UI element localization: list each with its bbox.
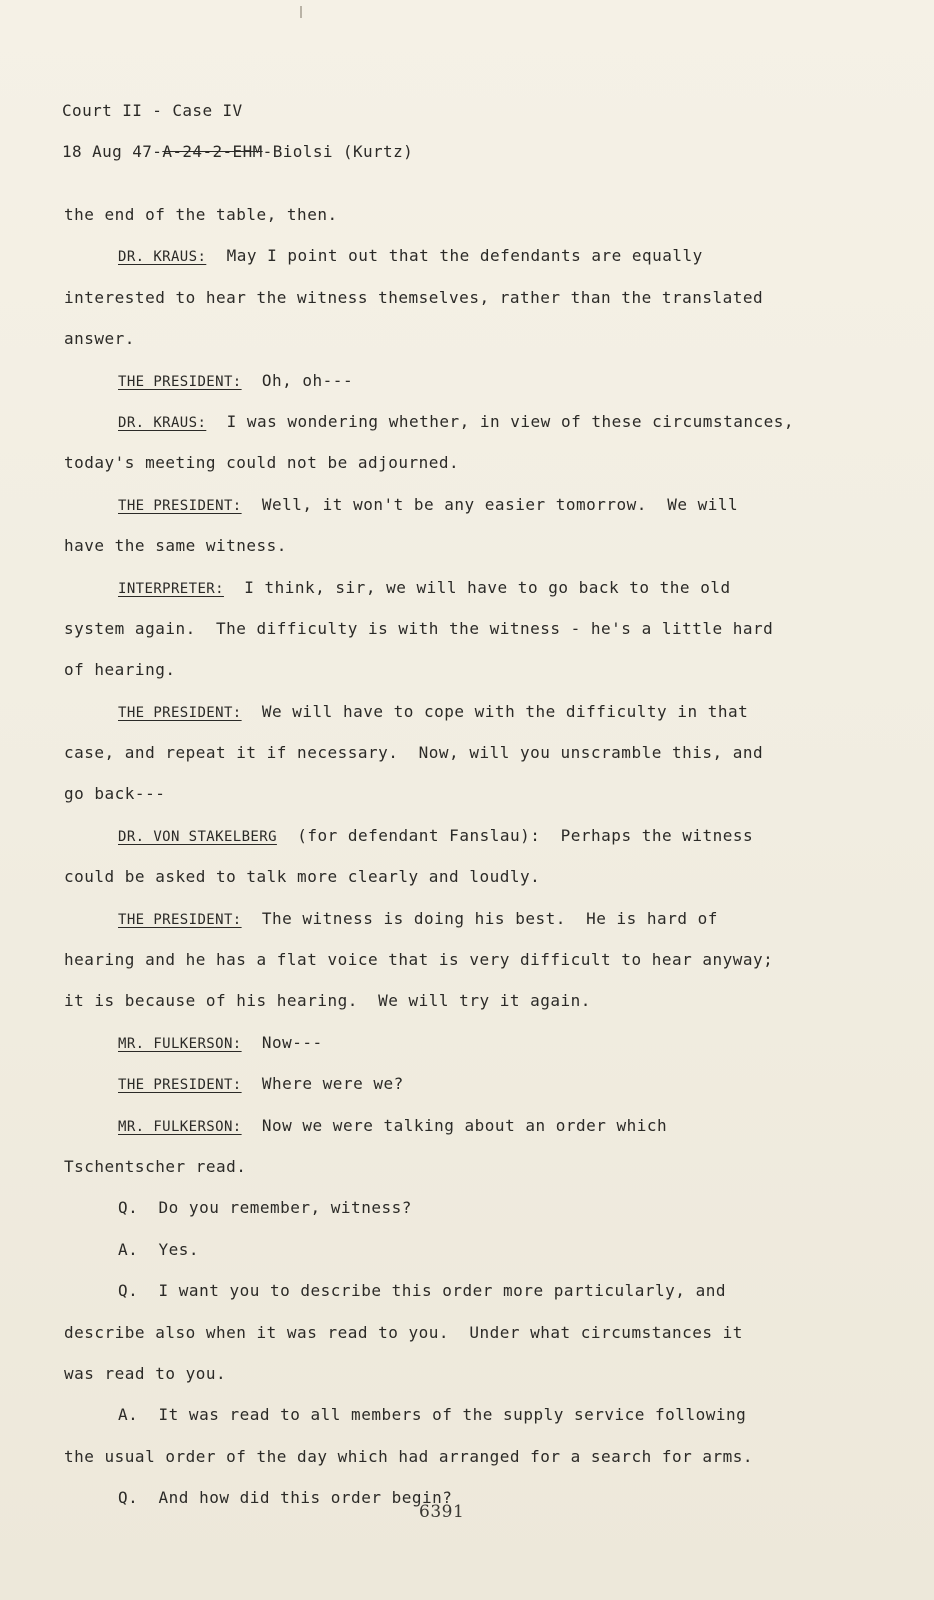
line-text: the usual order of the day which had arranged for a search for arms. [64, 1446, 754, 1466]
line-text: Tschentscher read. [64, 1156, 247, 1176]
page-number: 6391 [419, 1502, 465, 1522]
line-text: go back--- [64, 784, 166, 804]
header-struck-code: A-24-2-EHM [162, 142, 263, 162]
line-text: it is because of his hearing. We will try it again. [64, 991, 591, 1011]
transcript-line [64, 318, 824, 359]
transcript-body [64, 194, 824, 1519]
transcript-line [64, 1187, 824, 1228]
line-text: the end of the table, then. [64, 205, 338, 224]
header-court-case: Court II - Case IV [62, 101, 243, 120]
transcript-line [64, 898, 824, 939]
speaker-label: THE PRESIDENT: [118, 1077, 242, 1094]
transcript-line [64, 608, 824, 649]
transcript-line [64, 773, 824, 814]
line-text: (for defendant Fanslau): Perhaps the witness [297, 825, 754, 845]
line-text: Q. And how did this order begin? [118, 1488, 453, 1508]
transcript-line [64, 1436, 824, 1477]
line-text: could be asked to talk more clearly and loudly. [64, 867, 541, 887]
header-reporter: -Biolsi (Kurtz) [262, 142, 414, 162]
speaker-label: THE PRESIDENT: [118, 704, 242, 721]
transcript-line [64, 1312, 824, 1353]
transcript-line [64, 277, 824, 318]
transcript-line [64, 1353, 824, 1394]
line-text: today's meeting could not be adjourned. [64, 453, 460, 473]
line-text: have the same witness. [64, 536, 287, 556]
line-text: Well, it won't be any easier tomorrow. We will [261, 494, 739, 514]
header-date: 18 Aug 47- [62, 142, 163, 162]
line-text: I think, sir, we will have to go back to the old [244, 577, 731, 597]
line-text: A. Yes. [118, 1239, 200, 1259]
transcript-line [64, 980, 824, 1021]
line-text: was read to you. [64, 1363, 227, 1383]
transcript-line [64, 1146, 824, 1187]
document-header [62, 90, 413, 173]
transcript-line [64, 815, 824, 856]
line-text: describe also when it was read to you. Under what circumstances it [64, 1322, 743, 1342]
line-text: Now--- [261, 1032, 323, 1052]
transcript-line [64, 1105, 824, 1146]
transcript-line [64, 856, 824, 897]
line-text: Q. Do you remember, witness? [118, 1198, 412, 1218]
transcript-line [64, 360, 824, 401]
transcript-line [64, 691, 824, 732]
speaker-label: THE PRESIDENT: [118, 497, 242, 514]
transcript-line [64, 567, 824, 608]
transcript-line [64, 1394, 824, 1435]
line-text: Where were we? [261, 1074, 404, 1094]
speaker-label: DR. VON STAKELBERG [118, 828, 277, 845]
transcript-line [64, 1063, 824, 1104]
line-text: Now we were talking about an order which [261, 1115, 668, 1135]
speaker-label: MR. FULKERSON: [118, 1118, 242, 1135]
line-text: answer. [64, 329, 135, 349]
line-text: interested to hear the witness themselves, rather than the translated [64, 287, 764, 307]
line-text: The witness is doing his best. He is hard of [261, 908, 718, 928]
transcript-line [64, 1022, 824, 1063]
line-text: hearing and he has a flat voice that is very difficult to hear anyway; [64, 950, 774, 970]
transcript-line [64, 442, 824, 483]
transcript-line [64, 939, 824, 980]
line-text: We will have to cope with the difficulty in that [261, 701, 749, 721]
transcript-line [64, 732, 824, 773]
transcript-line [64, 194, 824, 235]
speaker-label: THE PRESIDENT: [118, 911, 242, 928]
line-text: of hearing. [64, 660, 176, 680]
transcript-line [64, 235, 824, 276]
transcript-line [64, 649, 824, 690]
line-text: Q. I want you to describe this order more particularly, and [118, 1281, 726, 1301]
speaker-label: DR. KRAUS: [118, 249, 207, 266]
punch-mark [300, 6, 302, 18]
line-text: I was wondering whether, in view of these circumstances, [226, 411, 794, 431]
transcript-line [64, 525, 824, 566]
line-text: Oh, oh--- [261, 370, 354, 390]
speaker-label: MR. FULKERSON: [118, 1035, 242, 1052]
speaker-label: THE PRESIDENT: [118, 373, 242, 390]
header-date-line [62, 131, 413, 172]
transcript-line [64, 484, 824, 525]
line-text: system again. The difficulty is with the witness - he's a little hard [64, 618, 774, 638]
speaker-label: INTERPRETER: [118, 580, 224, 597]
line-text: case, and repeat it if necessary. Now, will you unscramble this, and [64, 743, 764, 763]
line-text: A. It was read to all members of the supply service following [118, 1405, 747, 1425]
transcript-line [64, 401, 824, 442]
transcript-line [64, 1270, 824, 1311]
speaker-label: DR. KRAUS: [118, 414, 207, 431]
line-text: May I point out that the defendants are equally [226, 246, 703, 266]
transcript-line [64, 1229, 824, 1270]
